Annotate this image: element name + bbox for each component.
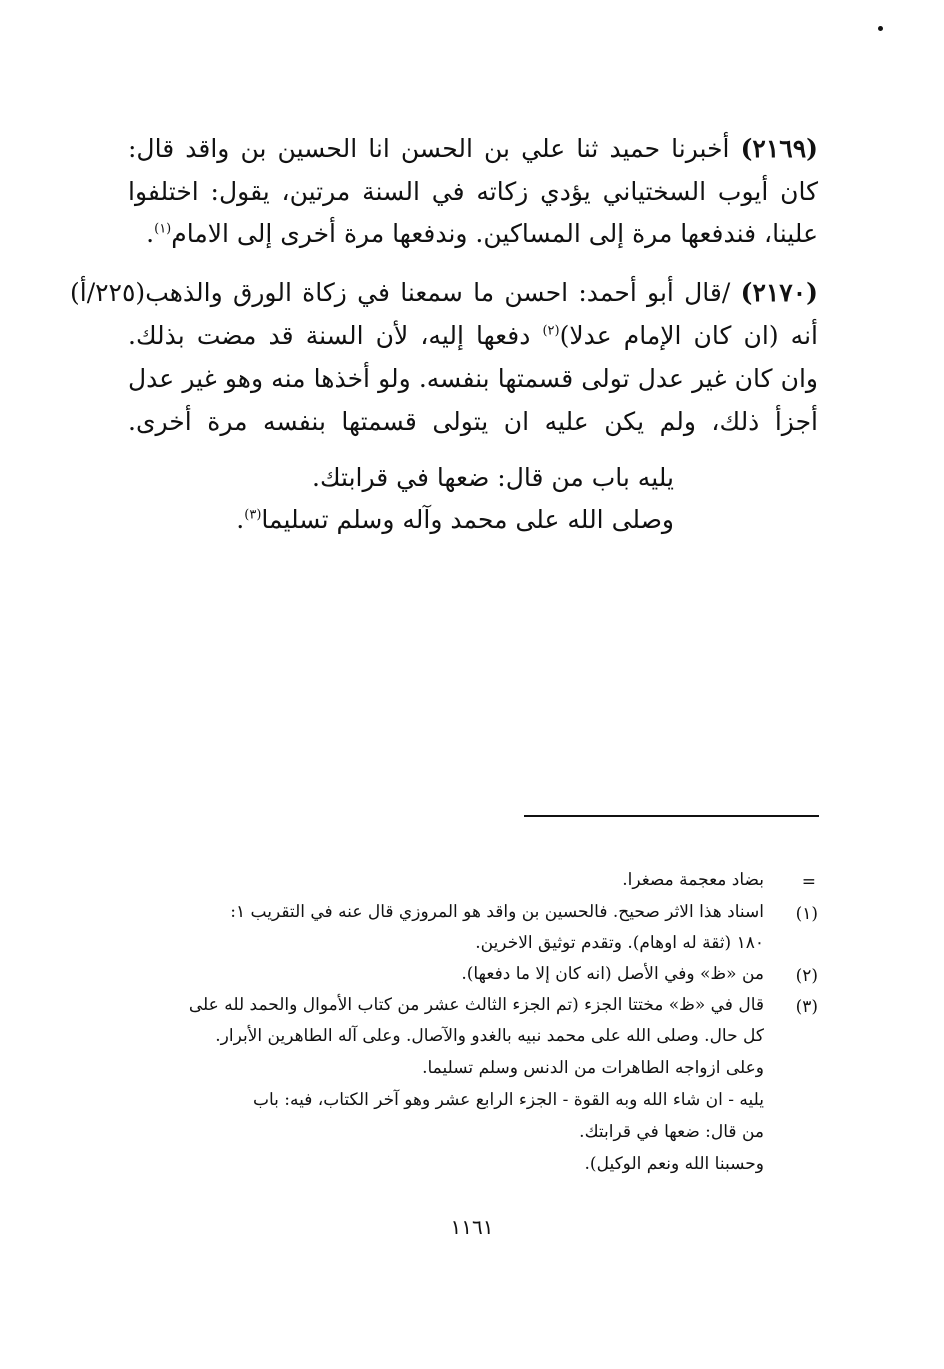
footnote-3-line-4: يليه - ان شاء الله وبه القوة - الجزء الرابع عشر وهو آخر الكتاب، فيه: باب (252, 1090, 764, 1110)
closing-line-2 (236, 505, 674, 534)
entry-2170-line-3: وان كان غير عدل تولى قسمتها بنفسه. ولو أخذها منه وهو غير عدل (128, 364, 818, 393)
entry-2169-text-3: علينا، فندفعها مرة إلى المساكين. وندفعها مرة أخرى إلى الامام (171, 219, 818, 248)
footnote-1-line-2: ١٨٠ (ثقة له اوهام). وتقدم توثيق الاخرين. (475, 933, 764, 953)
entry-2169-number: (٢١٦٩) (740, 134, 818, 163)
entry-2169-text-1: أخبرنا حميد ثنا علي بن الحسن انا الحسين بن واقد قال: (128, 134, 730, 163)
footnote-1-number: (١) (795, 904, 818, 924)
entry-2170-line-4: أجزأ ذلك، ولم يكن عليه ان يتولى قسمتها بنفسه مرة أخرى. (128, 407, 818, 436)
entry-2170-text-2b: دفعها إليه، لأن السنة قد مضت بذلك. (128, 321, 531, 350)
footnote-separator (524, 815, 819, 817)
entry-2170-line-1 (70, 278, 818, 307)
entry-2169-line-2: كان أيوب السختياني يؤدي زكاته في السنة مرتين، يقول: اختلفوا (128, 177, 818, 206)
footnote-3-line-1: قال في «ظ» مختتا الجزء (تم الجزء الثالث عشر من كتاب الأموال والحمد لله على (188, 995, 764, 1015)
entry-2170-text-2a: أنه (ان كان الإمام عدلا) (559, 321, 818, 350)
footnote-ref-2: (٢) (542, 323, 560, 339)
corner-dot-mark (878, 26, 883, 31)
closing-period: . (236, 505, 245, 534)
footnote-3-line-2: كل حال. وصلى الله على محمد نبيه بالغدو والآصال. وعلى آله الطاهرين الأبرار. (215, 1026, 764, 1046)
entry-2170-number: (٢١٧٠) (740, 278, 818, 307)
footnote-3-line-6: وحسبنا الله ونعم الوكيل). (584, 1154, 764, 1174)
folio-marker: (٢٢٥/أ) (70, 278, 146, 307)
footnote-1-line-1: اسناد هذا الاثر صحيح. فالحسين بن واقد هو المروزي قال عنه في التقريب ١: (230, 902, 764, 922)
footnote-3-line-5: من قال: ضعها في قرابتك. (579, 1122, 764, 1142)
footnote-ref-3: (٣) (244, 507, 262, 523)
footnote-ref-1: (١) (154, 221, 172, 237)
footnote-3-line-3: وعلى ازواجه الطاهرات من الدنس وسلم تسليما. (422, 1058, 764, 1078)
page-number: ١١٦١ (450, 1215, 494, 1239)
footnote-3-number: (٣) (795, 997, 818, 1017)
footnote-2-line-1: من «ظ» وفي الأصل (انه كان إلا ما دفعها). (461, 964, 764, 984)
footnote-continuation-mark: = (801, 872, 816, 892)
entry-2170-text-1: /قال أبو أحمد: احسن ما سمعنا في زكاة الورق والذهب (145, 278, 731, 307)
entry-2170-line-2 (128, 321, 818, 350)
footnote-continuation-text: بضاد معجمة مصغرا. (622, 870, 764, 890)
entry-2169-period: . (146, 219, 155, 248)
closing-line-1: يليه باب من قال: ضعها في قرابتك. (312, 463, 674, 492)
entry-2169-line-1 (128, 134, 818, 163)
closing-text-2: وصلى الله على محمد وآله وسلم تسليما (261, 505, 674, 534)
entry-2169-line-3 (146, 219, 818, 248)
footnote-2-number: (٢) (795, 966, 818, 986)
